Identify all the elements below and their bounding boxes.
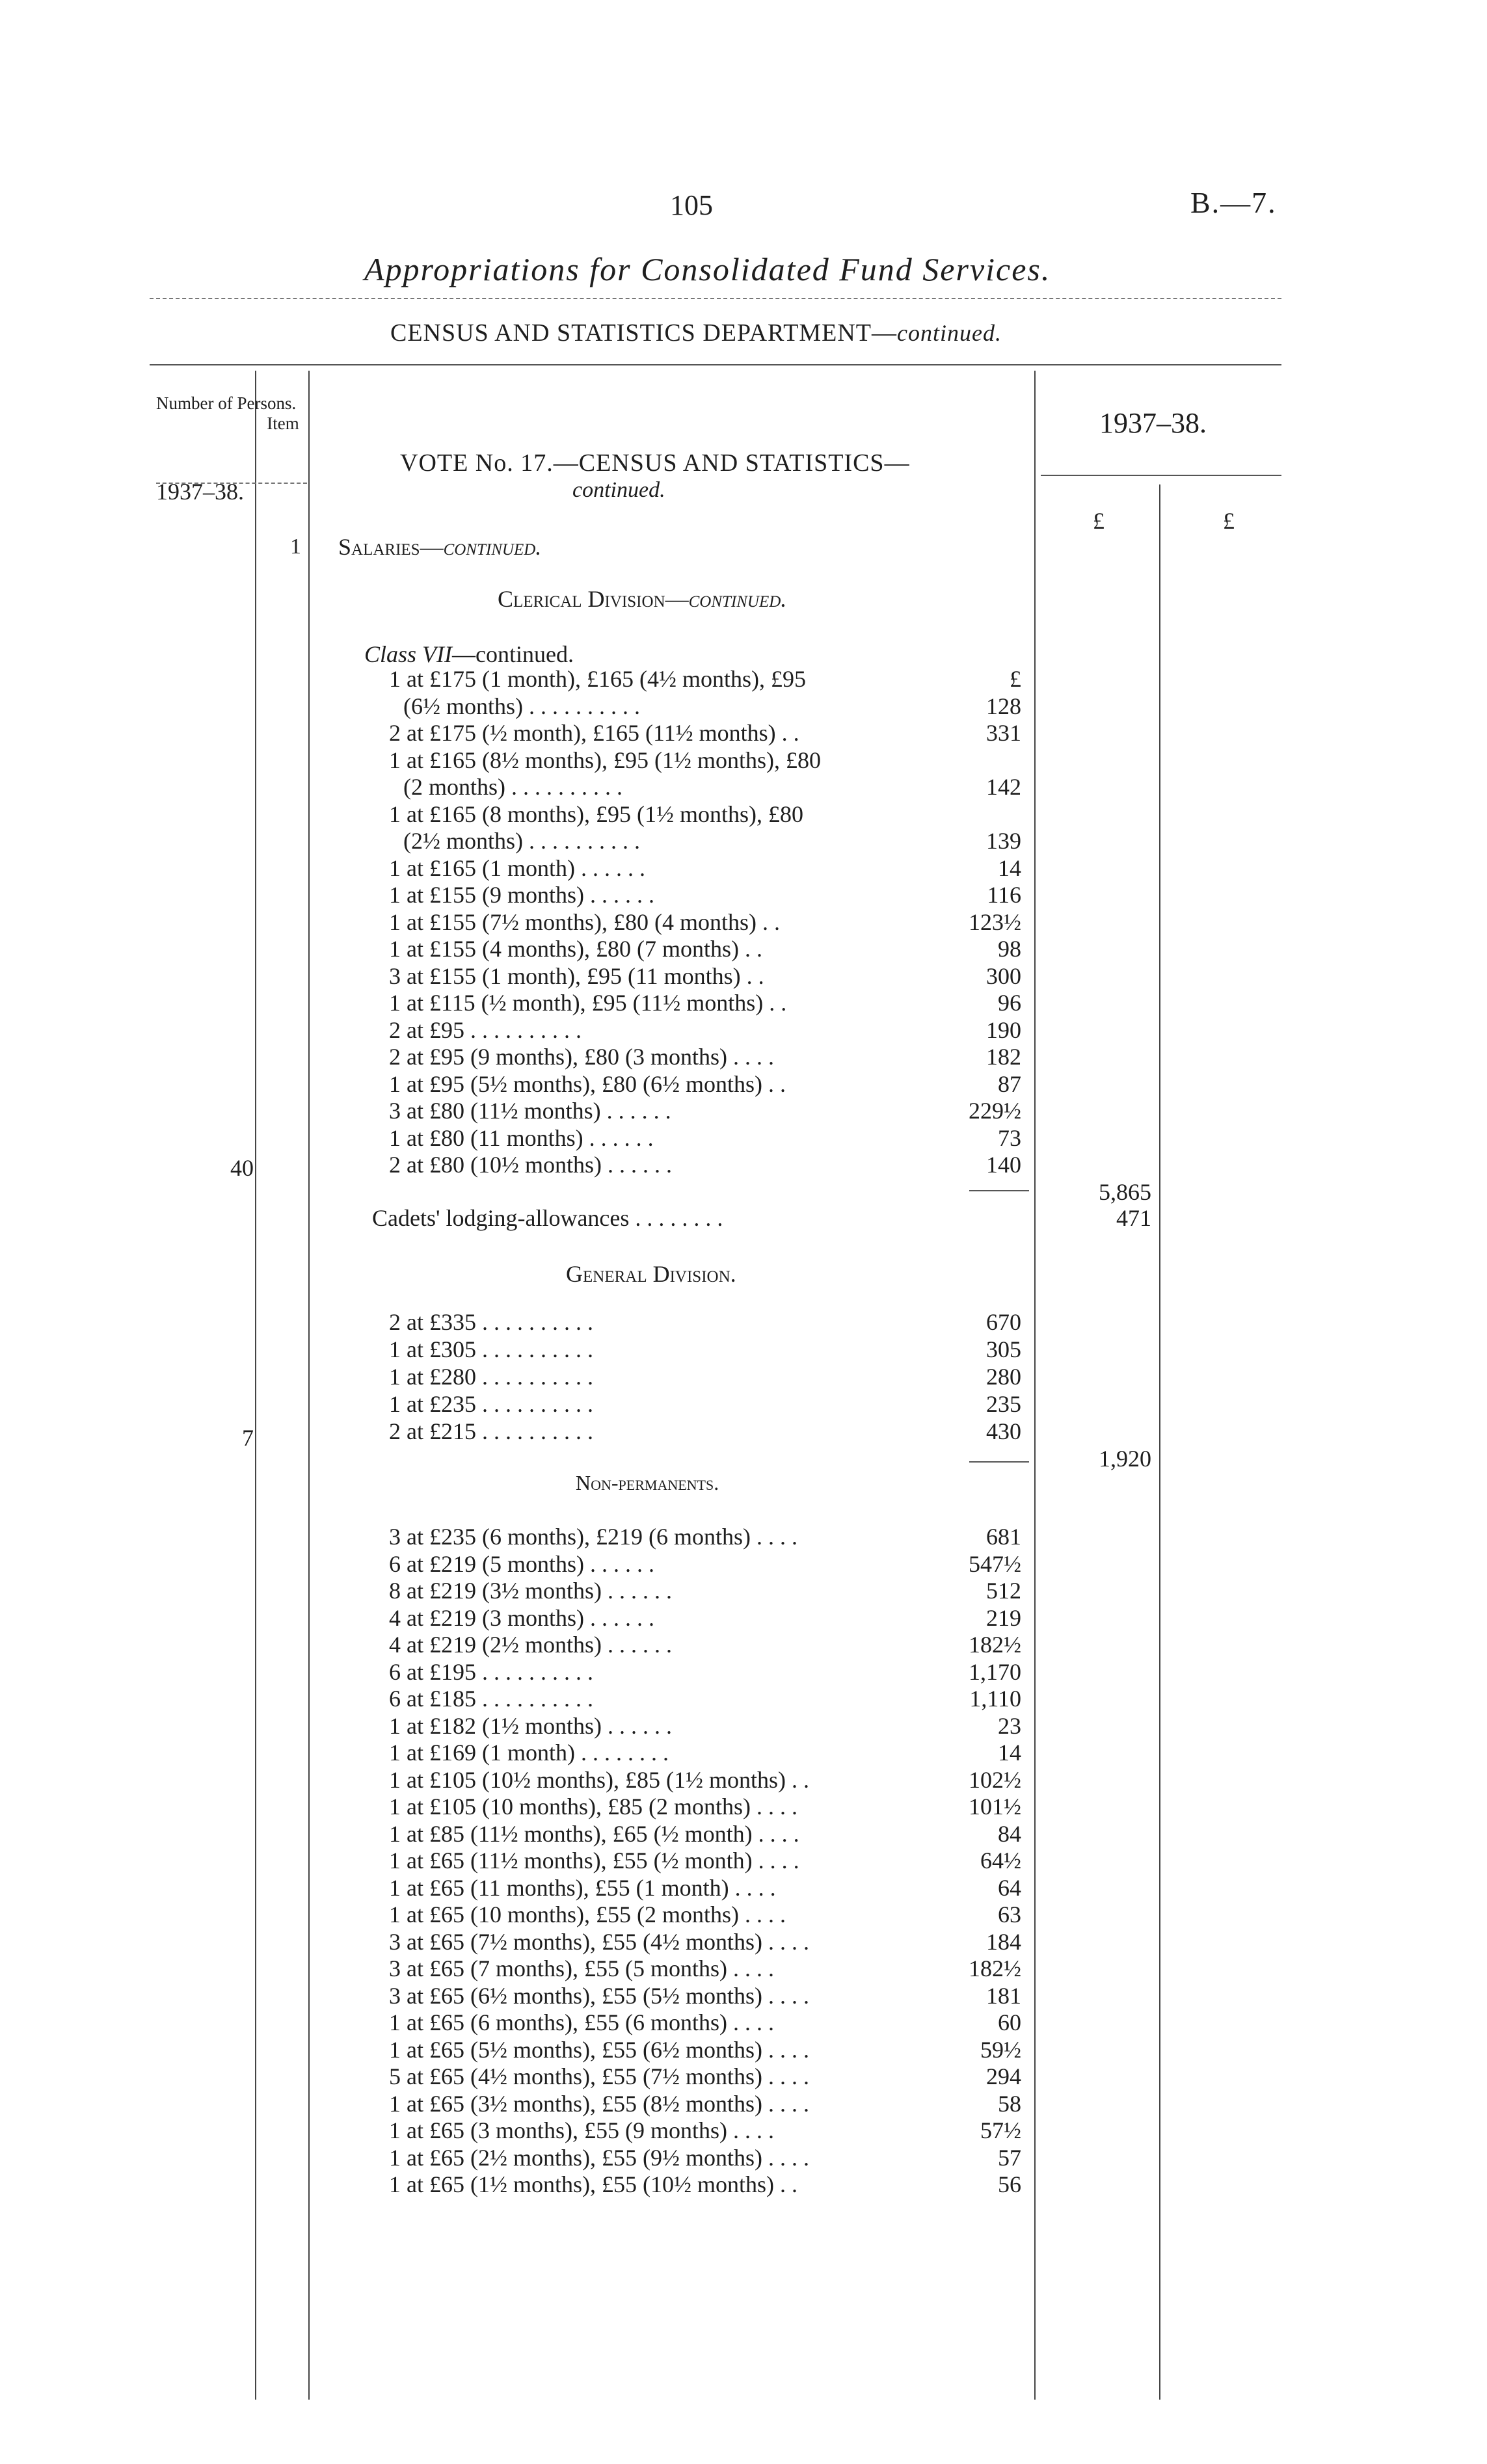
clerical-line-amount: 140 [986,1152,1021,1178]
clerical-line-text: (2 months) . . . . . . . . . . [403,774,623,800]
non-permanent-line-amount: 23 [998,1712,1021,1739]
clerical-line-text: 1 at £165 (8½ months), £95 (1½ months), £80 [389,747,821,773]
non-permanent-line-amount: 57 [998,2144,1021,2171]
non-permanents-heading: Non-permanents. [576,1471,719,1494]
non-permanent-line-text: 6 at £219 (5 months) . . . . . . [389,1550,654,1577]
general-total: 1,920 [1099,1446,1151,1472]
non-permanent-line-text: 4 at £219 (2½ months) . . . . . . [389,1632,672,1658]
non-permanent-line-amount: 182½ [969,1955,1021,1981]
non-permanent-line-text: 1 at £65 (1½ months), £55 (10½ months) . . [389,2171,797,2197]
item-number: 1 [290,535,301,559]
clerical-line-text: 1 at £155 (7½ months), £80 (4 months) . . [389,908,780,935]
clerical-line-text: 1 at £155 (9 months) . . . . . . [389,882,654,908]
non-permanent-line-text: 1 at £65 (6 months), £55 (6 months) . . . . [389,2009,774,2035]
clerical-line-amount: 190 [986,1016,1021,1043]
department-title: CENSUS AND STATISTICS DEPARTMENT—continued. [390,319,1002,347]
item-column-rule [308,371,310,2400]
clerical-line-text: 1 at £115 (½ month), £95 (11½ months) . . [389,990,787,1016]
clerical-line-text: 2 at £175 (½ month), £165 (11½ months) . . [389,720,799,746]
non-permanent-line-text: 6 at £195 . . . . . . . . . . [389,1658,593,1685]
non-permanent-line-amount: 58 [998,2090,1021,2117]
non-permanent-line-amount: 64 [998,1874,1021,1901]
general-persons-count: 7 [242,1425,254,1451]
clerical-line-text: 2 at £95 . . . . . . . . . . [389,1016,582,1043]
title-rule [150,298,1281,299]
running-title: Appropriations for Consolidated Fund Services. [364,251,1051,287]
general-line-text: 2 at £215 . . . . . . . . . . [389,1418,593,1444]
clerical-division-heading: Clerical Division—continued. [498,586,787,612]
clerical-persons-count: 40 [230,1155,254,1181]
non-permanent-line-text: 1 at £65 (2½ months), £55 (9½ months) . . . . [389,2144,809,2171]
year-left: 1937–38. [156,479,244,505]
non-permanent-line-text: 3 at £65 (7½ months), £55 (4½ months) . . . . [389,1928,809,1955]
general-line-amount: 235 [986,1391,1021,1417]
non-permanent-line-amount: 64½ [980,1848,1021,1874]
general-line-text: 1 at £235 . . . . . . . . . . [389,1391,593,1417]
clerical-line-amount: 128 [986,693,1021,719]
non-permanent-line-amount: 512 [986,1578,1021,1604]
non-permanent-line-amount: 181 [986,1982,1021,2009]
non-permanent-line-amount: 57½ [980,2117,1021,2143]
totals-column-rule [1159,484,1160,2400]
non-permanent-line-amount: 1,170 [969,1658,1021,1685]
table-top-rule [150,364,1281,365]
clerical-line-amount: 14 [998,854,1021,881]
clerical-line-text: 2 at £95 (9 months), £80 (3 months) . . . . [389,1044,774,1070]
clerical-line-amount: 116 [987,882,1021,908]
cadets-allowances-label: Cadets' lodging-allowances . . . . . . . . [372,1205,723,1231]
non-permanent-line-text: 1 at £85 (11½ months), £65 (½ month) . . . . [389,1820,799,1847]
clerical-line-text: (2½ months) . . . . . . . . . . [403,828,640,854]
general-line-text: 1 at £280 . . . . . . . . . . [389,1364,593,1390]
clerical-line-text: 1 at £155 (4 months), £80 (7 months) . . [389,936,762,962]
clerical-line-text: 3 at £155 (1 month), £95 (11 months) . . [389,962,764,989]
non-permanent-line-text: 1 at £65 (11 months), £55 (1 month) . . . . [389,1874,776,1901]
non-permanent-line-text: 1 at £65 (3½ months), £55 (8½ months) . . . . [389,2090,809,2117]
clerical-line-amount: 142 [986,774,1021,800]
non-permanent-line-text: 5 at £65 (4½ months), £55 (7½ months) . . . . [389,2063,809,2089]
vote-title-continued: continued. [572,478,665,502]
class-heading: Class VII—continued. [364,641,574,667]
non-permanent-line-text: 8 at £219 (3½ months) . . . . . . [389,1578,672,1604]
non-permanent-line-amount: 547½ [969,1550,1021,1577]
clerical-line-text: 1 at £175 (1 month), £165 (4½ months), £95 [389,666,806,692]
pound-heading-1: £ [1093,508,1105,534]
clerical-line-amount: 123½ [969,908,1021,935]
clerical-subtotal: 5,865 [1099,1179,1151,1205]
general-line-text: 2 at £335 . . . . . . . . . . [389,1309,593,1335]
year-underline [1041,475,1281,476]
clerical-pound-sign: £ [1010,666,1021,692]
year-right: 1937–38. [1099,407,1207,439]
amount-column-rule [1034,371,1036,2400]
non-permanent-line-text: 1 at £65 (10 months), £55 (2 months) . . . . [389,1901,786,1927]
non-permanent-line-amount: 60 [998,2009,1021,2035]
clerical-line-text: (6½ months) . . . . . . . . . . [403,693,640,719]
non-permanent-line-text: 3 at £65 (6½ months), £55 (5½ months) . . . . [389,1982,809,2009]
non-permanent-line-text: 1 at £105 (10½ months), £85 (1½ months) . . [389,1766,809,1793]
general-line-text: 1 at £305 . . . . . . . . . . [389,1336,593,1362]
non-permanent-line-text: 1 at £65 (5½ months), £55 (6½ months) . . . . [389,2036,809,2063]
persons-column-rule [255,371,256,2400]
general-line-amount: 430 [986,1418,1021,1444]
non-permanent-line-amount: 56 [998,2171,1021,2197]
document-reference: B.—7. [1190,186,1277,219]
non-permanent-line-amount: 63 [998,1901,1021,1927]
non-permanent-line-amount: 59½ [980,2036,1021,2063]
non-permanent-line-text: 1 at £169 (1 month) . . . . . . . . [389,1740,669,1766]
non-permanent-line-amount: 101½ [969,1794,1021,1820]
general-line-amount: 670 [986,1309,1021,1335]
non-permanent-line-text: 1 at £182 (1½ months) . . . . . . [389,1712,672,1739]
clerical-line-amount: 96 [998,990,1021,1016]
clerical-line-amount: 73 [998,1124,1021,1151]
clerical-line-text: 1 at £95 (5½ months), £80 (6½ months) . . [389,1070,786,1097]
page-number: 105 [670,189,713,221]
clerical-line-text: 2 at £80 (10½ months) . . . . . . [389,1152,672,1178]
clerical-line-text: 1 at £165 (8 months), £95 (1½ months), £80 [389,801,803,827]
general-line-amount: 305 [986,1336,1021,1362]
general-division-heading: General Division. [566,1261,736,1287]
clerical-line-text: 1 at £80 (11 months) . . . . . . [389,1124,654,1151]
non-permanent-line-text: 1 at £65 (3 months), £55 (9 months) . . . . [389,2117,774,2143]
clerical-sum-rule [969,1190,1029,1191]
non-permanent-line-amount: 1,110 [969,1686,1021,1712]
column-head-item: Item [267,414,299,433]
non-permanent-line-amount: 184 [986,1928,1021,1955]
vote-title: VOTE No. 17.—CENSUS AND STATISTICS— [400,449,910,477]
clerical-line-text: 3 at £80 (11½ months) . . . . . . [389,1098,671,1124]
non-permanent-line-text: 3 at £65 (7 months), £55 (5 months) . . . . [389,1955,774,1981]
clerical-line-amount: 300 [986,962,1021,989]
non-permanent-line-amount: 14 [998,1740,1021,1766]
clerical-line-amount: 229½ [969,1098,1021,1124]
non-permanent-line-text: 4 at £219 (3 months) . . . . . . [389,1604,654,1631]
non-permanent-line-amount: 294 [986,2063,1021,2089]
non-permanent-line-text: 6 at £185 . . . . . . . . . . [389,1686,593,1712]
non-permanent-line-amount: 681 [986,1524,1021,1550]
general-line-amount: 280 [986,1364,1021,1390]
salaries-heading: Salaries—continued. [338,534,542,560]
clerical-line-amount: 87 [998,1070,1021,1097]
non-permanent-line-text: 3 at £235 (6 months), £219 (6 months) . . . . [389,1524,797,1550]
general-sum-rule [969,1461,1029,1463]
clerical-line-text: 1 at £165 (1 month) . . . . . . [389,854,645,881]
non-permanent-line-text: 1 at £65 (11½ months), £55 (½ month) . . . . [389,1848,799,1874]
non-permanent-line-text: 1 at £105 (10 months), £85 (2 months) . . . . [389,1794,797,1820]
non-permanent-line-amount: 102½ [969,1766,1021,1793]
clerical-line-amount: 98 [998,936,1021,962]
clerical-line-amount: 139 [986,828,1021,854]
non-permanent-line-amount: 84 [998,1820,1021,1847]
non-permanent-line-amount: 182½ [969,1632,1021,1658]
clerical-line-amount: 182 [986,1044,1021,1070]
column-head-persons: Number of Persons. [156,393,297,413]
pound-heading-2: £ [1223,508,1235,534]
non-permanent-line-amount: 219 [986,1604,1021,1631]
cadets-allowances-total: 471 [1116,1205,1151,1231]
clerical-line-amount: 331 [986,720,1021,746]
